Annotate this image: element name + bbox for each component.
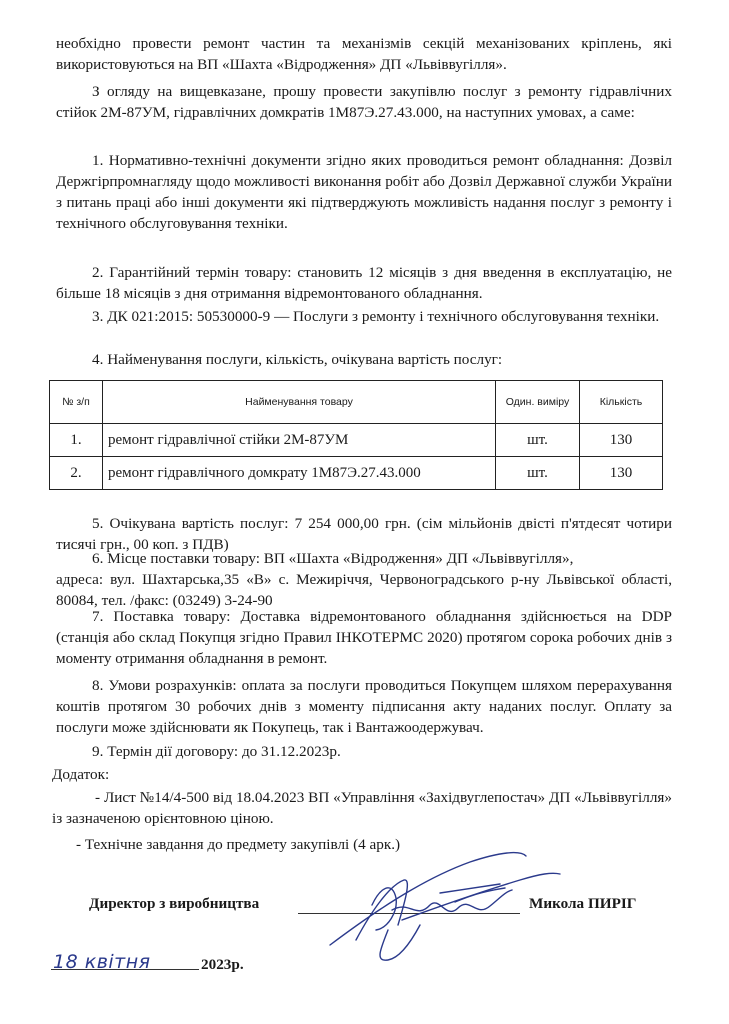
table-row xyxy=(50,457,663,490)
row-quantity: 130 xyxy=(580,457,663,490)
row-unit: шт. xyxy=(496,424,580,457)
row-item-name: ремонт гідравлічної стійки 2М-87УМ xyxy=(103,424,496,457)
item-1-normative-documents: 1. Нормативно-технічні документи згідно яких проводиться ремонт обладнання: Дозвіл Держгірпромнагляду щодо можливості виконання робіт або Дозвіл Державної служби України з питань праці або інші документи які підтверджують можливість надання послуг з ремонту і технічного обслуговування техніки. xyxy=(56,152,672,232)
date-year: 2023р. xyxy=(201,956,244,973)
signatory-name: Микола ПИРІГ xyxy=(529,895,637,912)
item-7-delivery-terms: 7. Поставка товару: Доставка відремонтованого обладнання здійснюється на DDP (станція або склад Покупця згідно Правил ІНКОТЕРМС 2020) протягом сорока робочих днів з моменту отримання обладнання в ремонт. xyxy=(56,608,672,667)
table-row xyxy=(50,424,663,457)
date-line xyxy=(51,969,199,970)
header-unit: Один. виміру xyxy=(496,381,580,424)
item-3-cpv-code: 3. ДК 021:2015: 50530000-9 — Послуги з ремонту і технічного обслуговування техніки. xyxy=(92,308,660,325)
table-header-row xyxy=(50,381,663,424)
header-quantity: Кількість xyxy=(580,381,663,424)
item-9-contract-term: 9. Термін дії договору: до 31.12.2023р. xyxy=(92,743,341,760)
signature-line xyxy=(298,913,520,914)
row-unit: шт. xyxy=(496,457,580,490)
signatory-title: Директор з виробництва xyxy=(89,895,260,912)
item-6-address: адреса: вул. Шахтарська,35 «В» с. Межиріччя, Червоноградського р-ну Львівської області, 80084, тел. /факс: (03249) 3-24-90 xyxy=(56,571,672,609)
header-item-name: Найменування товару xyxy=(103,381,496,424)
header-number: № з/п xyxy=(50,381,103,424)
item-8-payment-terms: 8. Умови розрахунків: оплата за послуги проводиться Покупцем шляхом перерахування коштів протягом 30 робочих днів з моменту підписання акту наданих послуг. Оплату за послуги може здійснювати як Покупець, так і Вантажоодержувач. xyxy=(56,677,672,736)
row-number: 2. xyxy=(50,457,103,490)
item-6-delivery-place: 6. Місце поставки товару: ВП «Шахта «Відродження» ДП «Львіввугілля», xyxy=(92,550,574,567)
attachment-technical-task: - Технічне завдання до предмету закупівлі (4 арк.) xyxy=(76,836,401,853)
item-4-table-intro: 4. Найменування послуги, кількість, очікувана вартість послуг: xyxy=(92,351,503,368)
row-number: 1. xyxy=(50,424,103,457)
handwritten-date: 18 квітня xyxy=(53,951,151,973)
intro-paragraph-continuation: необхідно провести ремонт частин та механізмів секцій механізованих кріплень, які використовуються на ВП «Шахта «Відродження» ДП «Львіввугілля». xyxy=(56,35,672,73)
attachment-letter: - Лист №14/4-500 від 18.04.2023 ВП «Управління «Західвуглепостач» ДП «Львіввугілля» із зазначеною орієнтовною ціною. xyxy=(52,789,672,827)
request-paragraph: З огляду на вищевказане, прошу провести закупівлю послуг з ремонту гідравлічних стійок 2М-87УМ, гідравлічних домкратів 1М87Э.27.43.000, на наступних умовах, а саме: xyxy=(56,83,672,121)
attachments-heading: Додаток: xyxy=(52,766,110,783)
row-quantity: 130 xyxy=(580,424,663,457)
item-2-warranty: 2. Гарантійний термін товару: становить 12 місяців з дня введення в експлуатацію, не більше 18 місяців з дня отримання відремонтованого обладнання. xyxy=(56,264,672,302)
services-table xyxy=(49,380,663,490)
row-item-name: ремонт гідравлічного домкрату 1М87Э.27.43.000 xyxy=(103,457,496,490)
item-5-expected-cost: 5. Очікувана вартість послуг: 7 254 000,00 грн. (сім мільйонів двісті п'ятдесят чотири тисячі грн., 00 коп. з ПДВ) xyxy=(56,515,672,553)
